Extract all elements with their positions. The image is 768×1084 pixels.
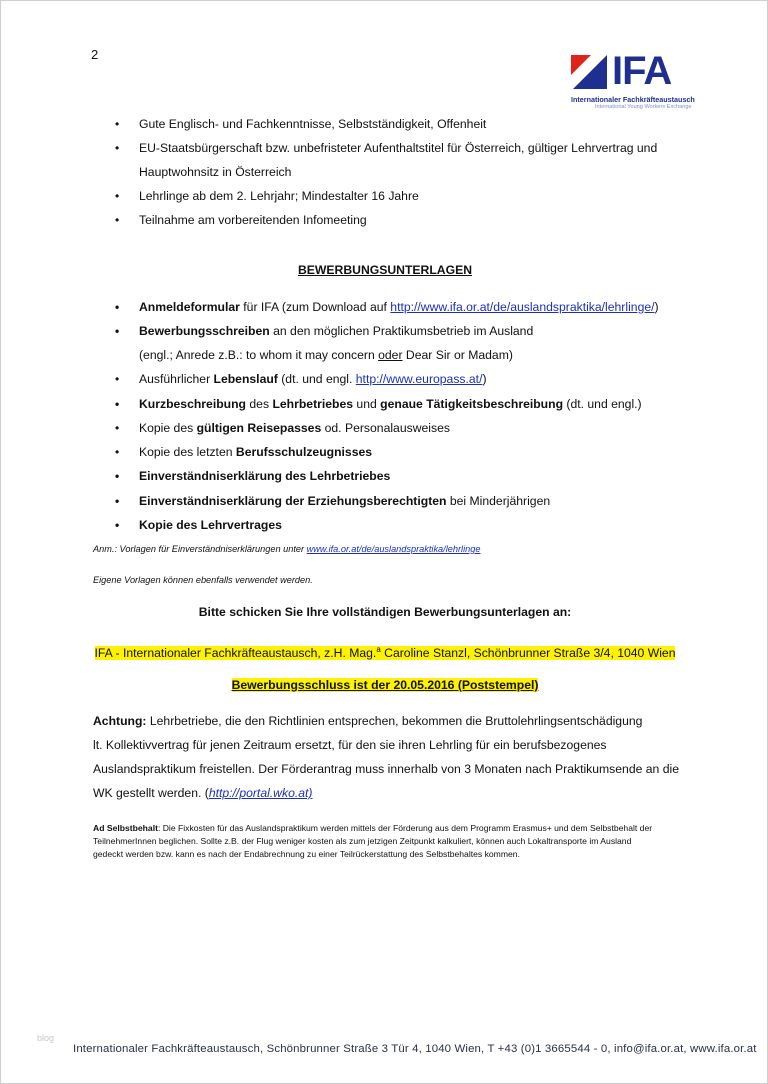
attention-line-3: Auslandspraktikum freistellen. Der Förderantrag muss innerhalb von 3 Monaten nach Praktikumsende an die [93, 762, 679, 776]
bullet: • [115, 372, 120, 386]
bullet: • [115, 421, 120, 435]
logo-mark-icon [569, 53, 609, 91]
bullet: • [115, 445, 120, 459]
ifa-logo [569, 49, 699, 115]
europass-link[interactable]: http://www.europass.at/ [355, 372, 483, 386]
bullet: • [115, 397, 120, 411]
list-item: Gute Englisch- und Fachkenntnisse, Selbstständigkeit, Offenheit [139, 117, 487, 131]
list-item-continued: (engl.; Anrede z.B.: to whom it may concern oder Dear Sir or Madam) [139, 348, 513, 362]
list-item: Kopie des Lehrvertrages [139, 518, 282, 532]
own-templates-note: Eigene Vorlagen können ebenfalls verwendet werden. [93, 575, 313, 585]
list-item-continued: Hauptwohnsitz in Österreich [139, 165, 292, 179]
list-item: Anmeldeformular für IFA (zum Download auf http://www.ifa.or.at/de/auslandspraktika/lehrlinge/) [139, 300, 659, 314]
logo-subtitle: Internationaler Fachkräfteaustausch [571, 95, 695, 104]
deadline: Bewerbungsschluss ist der 20.05.2016 (Poststempel) [231, 678, 539, 692]
page-footer: Internationaler Fachkräfteaustausch, Schönbrunner Straße 3 Tür 4, 1040 Wien, T +43 (0)1 3665544 - 0, info@ifa.or.at, www.ifa.or.at [73, 1043, 757, 1055]
bullet: • [115, 494, 120, 508]
list-item: Einverständniserklärung der Erziehungsberechtigten bei Minderjährigen [139, 494, 551, 508]
self-payment-line-2: TeilnehmerInnen beglichen. Sollte z.B. der Flug weniger kosten als zum jetzigen Zeitpunkt kalkuliert, können auch Lokaltransporte im Ausland [93, 836, 632, 846]
bullet: • [115, 518, 120, 532]
list-item: Teilnahme am vorbereitenden Infomeeting [139, 213, 367, 227]
bullet: • [115, 117, 120, 131]
ifa-download-link[interactable]: http://www.ifa.or.at/de/auslandspraktika/lehrlinge/ [390, 300, 655, 314]
list-item: EU-Staatsbürgerschaft bzw. unbefristeter Aufenthaltstitel für Österreich, gültiger Lehrvertrag und [139, 141, 658, 155]
self-payment-line-1: Ad Selbstbehalt: Die Fixkosten für das Auslandspraktikum werden mittels der Förderung aus dem Programm Erasmus+ und dem Selbstbehalt der [93, 823, 653, 833]
page-number: 2 [91, 47, 99, 62]
address-line: IFA - Internationaler Fachkräfteaustausch, z.H. Mag.$^a$ Caroline Stanzl, Schönbrunner Straße 3/4, 1040 Wien [94, 645, 676, 661]
list-item: Kopie des gültigen Reisepasses od. Personalausweises [139, 421, 450, 435]
self-payment-line-3: gedeckt werden bzw. kann es nach der Endabrechnung zu einer Teilrückerstattung des Selbstbehaltes kommen. [93, 849, 520, 859]
bullet: • [115, 300, 120, 314]
list-item: Einverständniserklärung des Lehrbetriebes [139, 469, 391, 483]
section-heading: BEWERBUNGSUNTERLAGEN [297, 263, 472, 277]
bullet: • [115, 324, 120, 338]
bullet: • [115, 469, 120, 483]
attention-line-2: lt. Kollektivvertrag für jenen Zeitraum ersetzt, für den sie ihren Lehrling für ein berufsbezogenes [93, 738, 607, 752]
send-heading: Bitte schicken Sie Ihre vollständigen Bewerbungsunterlagen an: [198, 605, 572, 619]
logo-word: IFA [612, 49, 672, 93]
templates-note: Anm.: Vorlagen für Einverständniserklärungen unter www.ifa.or.at/de/auslandspraktika/lehrlinge [93, 544, 481, 554]
list-item: Bewerbungsschreiben an den möglichen Praktikumsbetrieb im Ausland [139, 324, 534, 338]
logo-subtitle-english: International Young Workers Exchange [595, 104, 692, 110]
list-item: Kopie des letzten Berufsschulzeugnisses [139, 445, 373, 459]
bullet: • [115, 189, 120, 203]
wko-portal-link[interactable]: http://portal.wko.at) [208, 786, 313, 800]
bullet: • [115, 141, 120, 155]
attention-line-4: WK gestellt werden. (http://portal.wko.at) [93, 786, 313, 800]
bullet: • [115, 213, 120, 227]
templates-link[interactable]: www.ifa.or.at/de/auslandspraktika/lehrlinge [306, 544, 481, 554]
list-item: Lehrlinge ab dem 2. Lehrjahr; Mindestalter 16 Jahre [139, 189, 419, 203]
list-item: Ausführlicher Lebenslauf (dt. und engl. http://www.europass.at/) [139, 372, 487, 386]
attention-line-1: Achtung: Lehrbetriebe, die den Richtlinien entsprechen, bekommen die Bruttolehrlingsentschädigung [93, 714, 643, 728]
list-item: Kurzbeschreibung des Lehrbetriebes und genaue Tätigkeitsbeschreibung (dt. und engl.) [139, 397, 642, 411]
watermark: blog [37, 1033, 55, 1043]
